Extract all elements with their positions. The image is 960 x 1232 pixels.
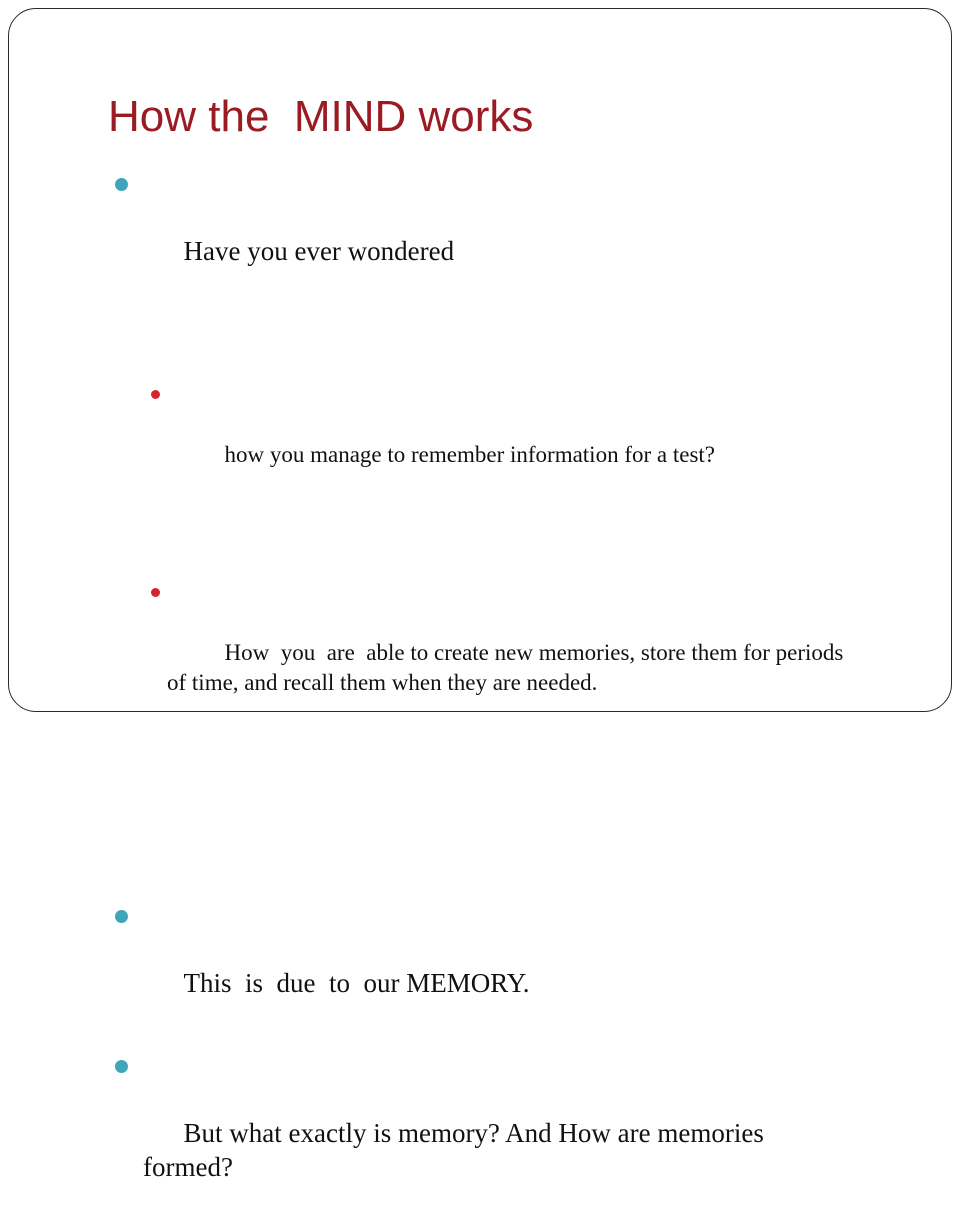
sub-bullet-dot-icon <box>151 588 160 597</box>
bullet-item <box>113 898 853 1034</box>
bullet-text: Have you ever wondered <box>183 236 455 266</box>
sub-bullet-text: how you manage to remember information for a test? <box>224 442 716 467</box>
bullet-dot-icon <box>115 910 128 923</box>
bullet-dot-icon <box>115 1060 128 1073</box>
bullet-text: This is due to our MEMORY. <box>183 968 530 998</box>
sub-bullet-list <box>141 312 853 806</box>
bullet-item <box>113 166 853 884</box>
bullet-item <box>113 1048 853 1218</box>
sub-bullet-dot-icon <box>151 390 160 399</box>
slide <box>8 8 952 1182</box>
sub-bullet-text: How you are able to create new memories, store them for periods of time, and recall them when they are needed. <box>167 640 850 695</box>
sub-bullet-item <box>141 578 853 728</box>
slide-title: How the MIND works <box>108 92 534 141</box>
sub-bullet-item <box>141 380 853 500</box>
bullet-list <box>113 166 853 1232</box>
bullet-dot-icon <box>115 178 128 191</box>
bullet-text: But what exactly is memory? And How are memories formed? <box>143 1118 771 1182</box>
